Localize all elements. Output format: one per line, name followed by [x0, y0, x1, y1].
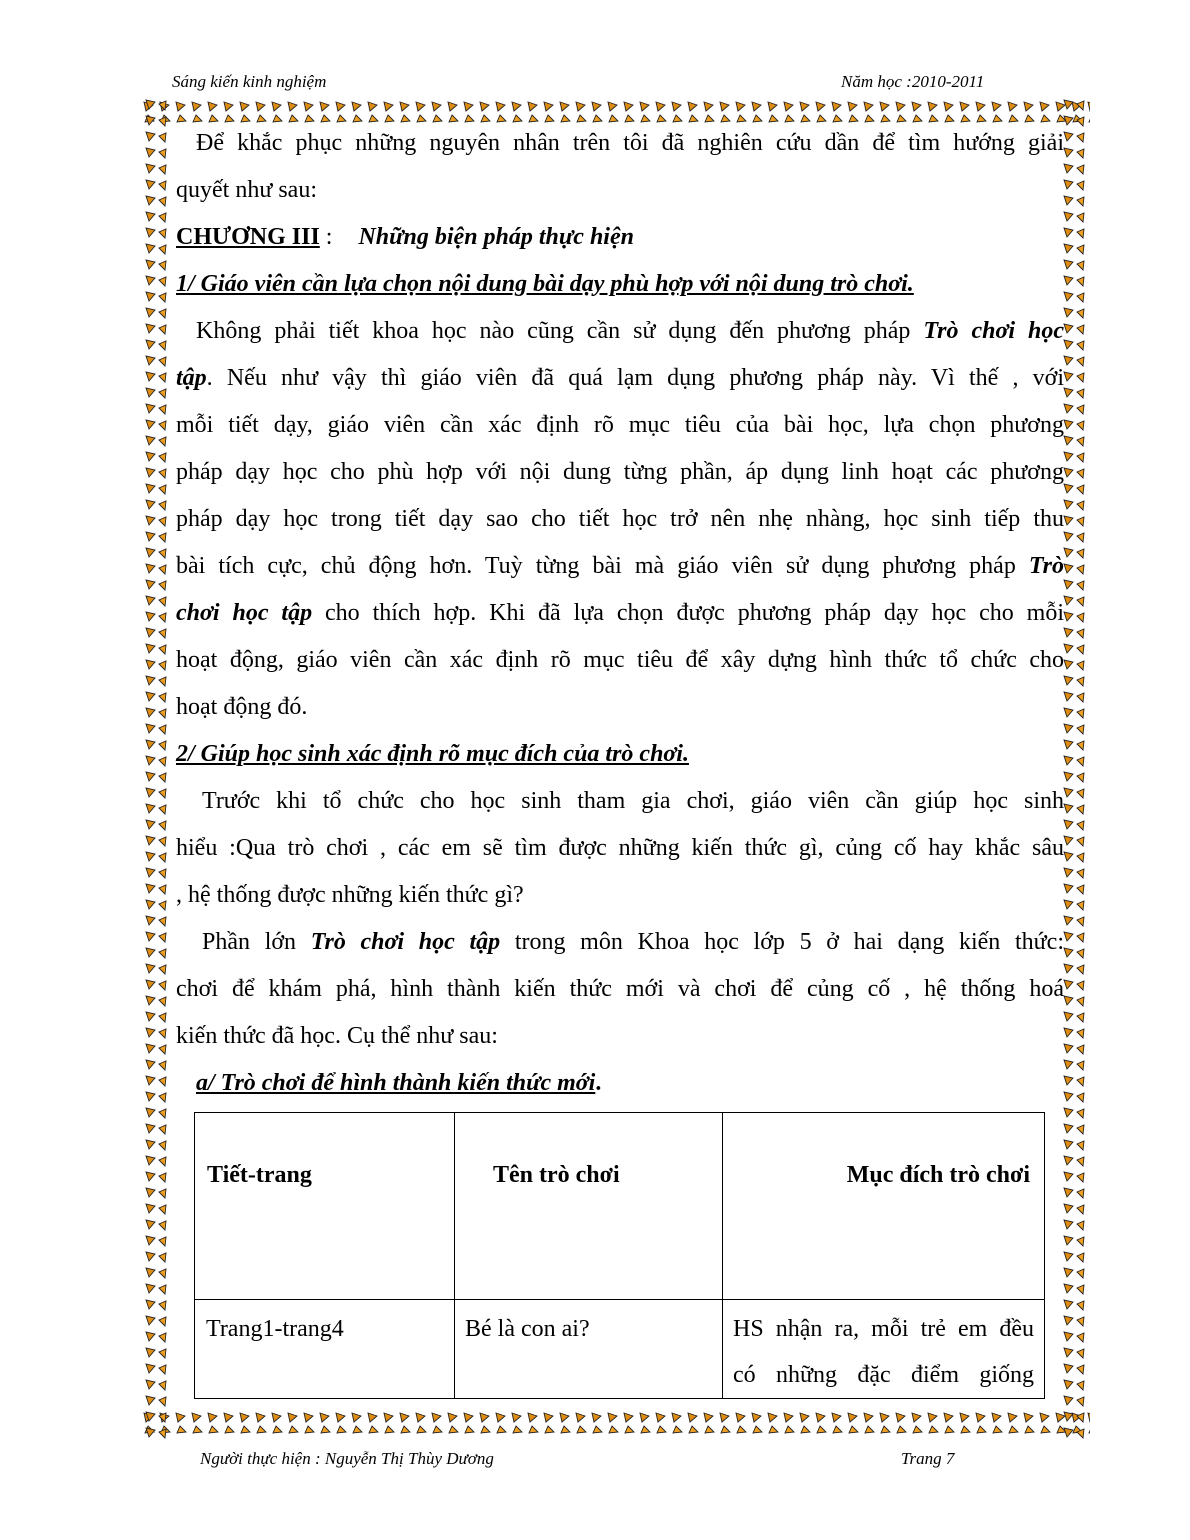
- section-1-title-text: 1/ Giáo viên cần lựa chọn nội dung bài dạy phù hợp với nội dung trò chơi.: [176, 271, 914, 297]
- paragraph-3-line-3: kiến thức đã học. Cụ thể như sau:: [176, 1023, 498, 1049]
- paragraph-2-line-2: hiểu :Qua trò chơi , các em sẽ tìm được những kiến thức gì, củng cố hay khắc sâu: [176, 835, 1064, 861]
- table-header-cell: Tên trò chơi: [455, 1113, 723, 1300]
- paragraph-1-line-2: [176, 363, 1064, 393]
- paragraph-2-line-3: , hệ thống được những kiến thức gì?: [176, 882, 524, 908]
- p3-l1-emphasis: Trò chơi học tập: [310, 929, 501, 955]
- subsection-a-title-text: a/ Trò chơi để hình thành kiến thức mới: [196, 1070, 596, 1096]
- games-table: [194, 1112, 1045, 1399]
- paragraph-1-line-6: [176, 551, 1064, 581]
- p1-l7-text: cho thích hợp. Khi đã lựa chọn được phương pháp dạy học cho mỗi: [312, 600, 1064, 626]
- p3-l1-text-a: Phần lớn: [202, 929, 311, 955]
- header-school-year: Năm học :2010-2011: [841, 72, 985, 91]
- p1-l1-emphasis: Trò chơi học: [923, 318, 1064, 344]
- p1-l7-emphasis: chơi học tập: [176, 600, 313, 626]
- chapter-heading: [176, 222, 1064, 252]
- intro-line-1: Để khắc phục những nguyên nhân trên tôi đã nghiên cứu dần để tìm hướng giải: [196, 130, 1064, 156]
- table-header-cell: Tiết-trang: [195, 1113, 455, 1300]
- p1-l6-text: bài tích cực, chủ động hơn. Tuỳ từng bài mà giáo viên sử dụng phương pháp: [176, 553, 1029, 579]
- decorative-border-bottom: [140, 1407, 1090, 1439]
- table-row: [195, 1300, 1045, 1399]
- section-2-title-text: 2/ Giúp học sinh xác định rõ mục đích của trò chơi.: [176, 741, 689, 767]
- p3-l1-text-c: trong môn Khoa học lớp 5 ở hai dạng kiến thức:: [500, 929, 1064, 955]
- cell-line-1: HS nhận ra, mỗi trẻ em đều: [733, 1316, 1034, 1342]
- cell-line-2: có những đặc điểm giống: [733, 1362, 1034, 1388]
- paragraph-1-line-7: [176, 598, 1064, 628]
- p1-l2-emphasis: tập: [176, 365, 207, 391]
- paragraph-3-line-1: [176, 927, 1064, 957]
- section-2-title: [176, 739, 1064, 769]
- paragraph-1-line-5: pháp dạy học trong tiết dạy sao cho tiết học trở nên nhẹ nhàng, học sinh tiếp thu: [176, 506, 1064, 532]
- intro-line-2: quyết như sau:: [176, 177, 317, 203]
- chapter-separator: :: [319, 224, 333, 250]
- table-cell: [723, 1300, 1045, 1399]
- section-1-title: [176, 269, 1064, 299]
- table-cell: Bé là con ai?: [455, 1300, 723, 1399]
- header-document-title: Sáng kiến kinh nghiệm: [172, 72, 327, 91]
- subsection-a-title: [196, 1068, 896, 1098]
- paragraph-1-line-4: pháp dạy học cho phù hợp với nội dung từng phần, áp dụng linh hoạt các phương: [176, 459, 1064, 485]
- paragraph-2-line-1: Trước khi tổ chức cho học sinh tham gia chơi, giáo viên cần giúp học sinh: [202, 788, 1064, 814]
- p1-l6-emphasis: Trò: [1028, 553, 1064, 579]
- paragraph-1-line-8: hoạt động, giáo viên cần xác định rõ mục tiêu để xây dựng hình thức tổ chức cho: [176, 647, 1064, 673]
- p1-l1-text: Không phải tiết khoa học nào cũng cần sử dụng đến phương pháp: [196, 318, 924, 344]
- decorative-border-top: [140, 96, 1090, 128]
- paragraph-3-line-2: chơi để khám phá, hình thành kiến thức mới và chơi để củng cố , hệ thống hoá: [176, 976, 1064, 1002]
- p1-l2-text: . Nếu như vậy thì giáo viên đã quá lạm dụng phương pháp này. Vì thế , với: [206, 365, 1064, 391]
- paragraph-1-line-1: [176, 316, 1064, 346]
- table-header-cell: Mục đích trò chơi: [723, 1113, 1045, 1300]
- chapter-title: Những biện pháp thực hiện: [358, 224, 634, 250]
- decorative-border-left: [140, 96, 172, 1439]
- chapter-label: CHƯƠNG III: [176, 224, 320, 250]
- paragraph-1-line-9: hoạt động đó.: [176, 694, 308, 720]
- paragraph-1-line-3: mỗi tiết dạy, giáo viên cần xác định rõ mục tiêu của bài học, lựa chọn phương: [176, 412, 1064, 438]
- footer-page-number: Trang 7: [901, 1449, 955, 1468]
- table-header-row: [195, 1113, 1045, 1300]
- table-cell: Trang1-trang4: [195, 1300, 455, 1399]
- footer-author: Người thực hiện : Nguyễn Thị Thùy Dương: [200, 1449, 494, 1468]
- subsection-a-dot: .: [595, 1070, 602, 1096]
